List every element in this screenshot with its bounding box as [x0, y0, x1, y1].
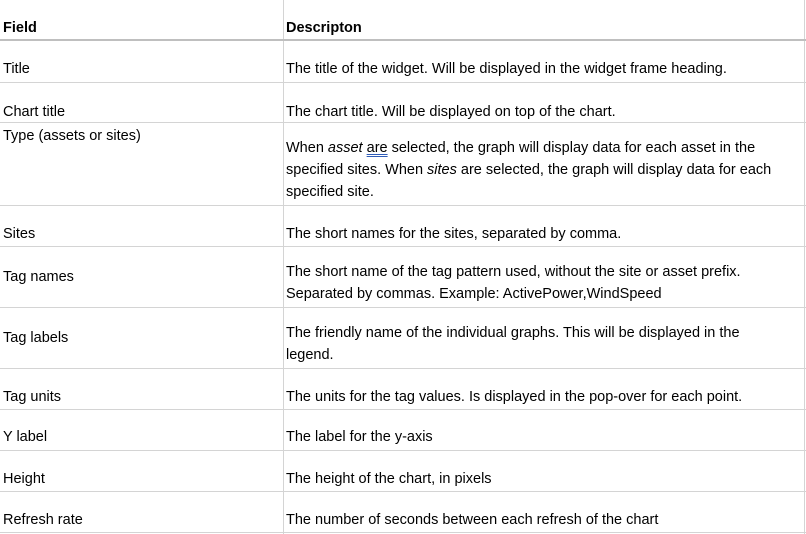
table-row — [0, 206, 806, 247]
description-line: legend. — [286, 347, 334, 363]
table-row — [0, 492, 806, 533]
description-cell — [286, 386, 742, 408]
description-line: The friendly name of the individual graphs. This will be displayed in the — [286, 325, 740, 341]
field-cell: Height — [3, 471, 45, 487]
field-cell: Type (assets or sites) — [3, 128, 141, 144]
text-run: specified sites. When — [286, 162, 428, 178]
field-cell: Y label — [3, 429, 48, 445]
description-line: The label for the y-axis — [286, 429, 433, 445]
description-cell — [286, 261, 741, 305]
text-run-italic: sites — [427, 162, 457, 178]
field-cell: Tag names — [3, 269, 74, 285]
description-line: The short names for the sites, separated by comma. — [286, 226, 622, 242]
text-run: When — [286, 140, 328, 156]
description-line: Separated by commas. Example: ActivePower,WindSpeed — [286, 286, 662, 302]
description-line: The height of the chart, in pixels — [286, 471, 492, 487]
field-cell: Sites — [3, 226, 36, 242]
description-line: The chart title. Will be displayed on top of the chart. — [286, 104, 616, 120]
table-row — [0, 410, 806, 451]
table-row — [0, 41, 806, 83]
table-row — [0, 247, 806, 308]
header-description: Descripton — [286, 20, 362, 36]
description-cell — [286, 58, 727, 80]
table-row — [0, 83, 806, 123]
description-cell — [286, 468, 492, 490]
description-line — [286, 159, 771, 181]
text-run-italic: asset — [327, 140, 363, 156]
table-header-row — [0, 0, 806, 41]
text-run: are selected, the graph will display data for each — [456, 162, 772, 178]
description-cell — [286, 426, 433, 448]
description-cell — [286, 223, 621, 245]
header-field: Field — [3, 20, 37, 36]
table-row — [0, 451, 806, 492]
description-line: The short name of the tag pattern used, without the site or asset prefix. — [286, 264, 741, 280]
description-line — [286, 137, 771, 159]
description-cell — [286, 101, 616, 123]
description-cell — [286, 509, 658, 531]
field-cell: Chart title — [3, 104, 66, 120]
table-row — [0, 369, 806, 410]
field-cell: Title — [3, 61, 30, 77]
grammar-flagged-word[interactable]: are — [366, 140, 388, 156]
description-line: The number of seconds between each refresh of the chart — [286, 512, 659, 528]
description-cell — [286, 322, 740, 366]
description-cell — [286, 137, 771, 203]
description-line: specified site. — [286, 184, 374, 200]
text-run: selected, the graph will display data for each asset in the — [387, 140, 756, 156]
description-line: The units for the tag values. Is displayed in the pop-over for each point. — [286, 389, 743, 405]
field-cell: Tag labels — [3, 330, 69, 346]
field-cell: Tag units — [3, 389, 62, 405]
field-cell: Refresh rate — [3, 512, 83, 528]
description-line: The title of the widget. Will be displayed in the widget frame heading. — [286, 61, 727, 77]
table-row — [0, 123, 806, 206]
table-row — [0, 308, 806, 369]
